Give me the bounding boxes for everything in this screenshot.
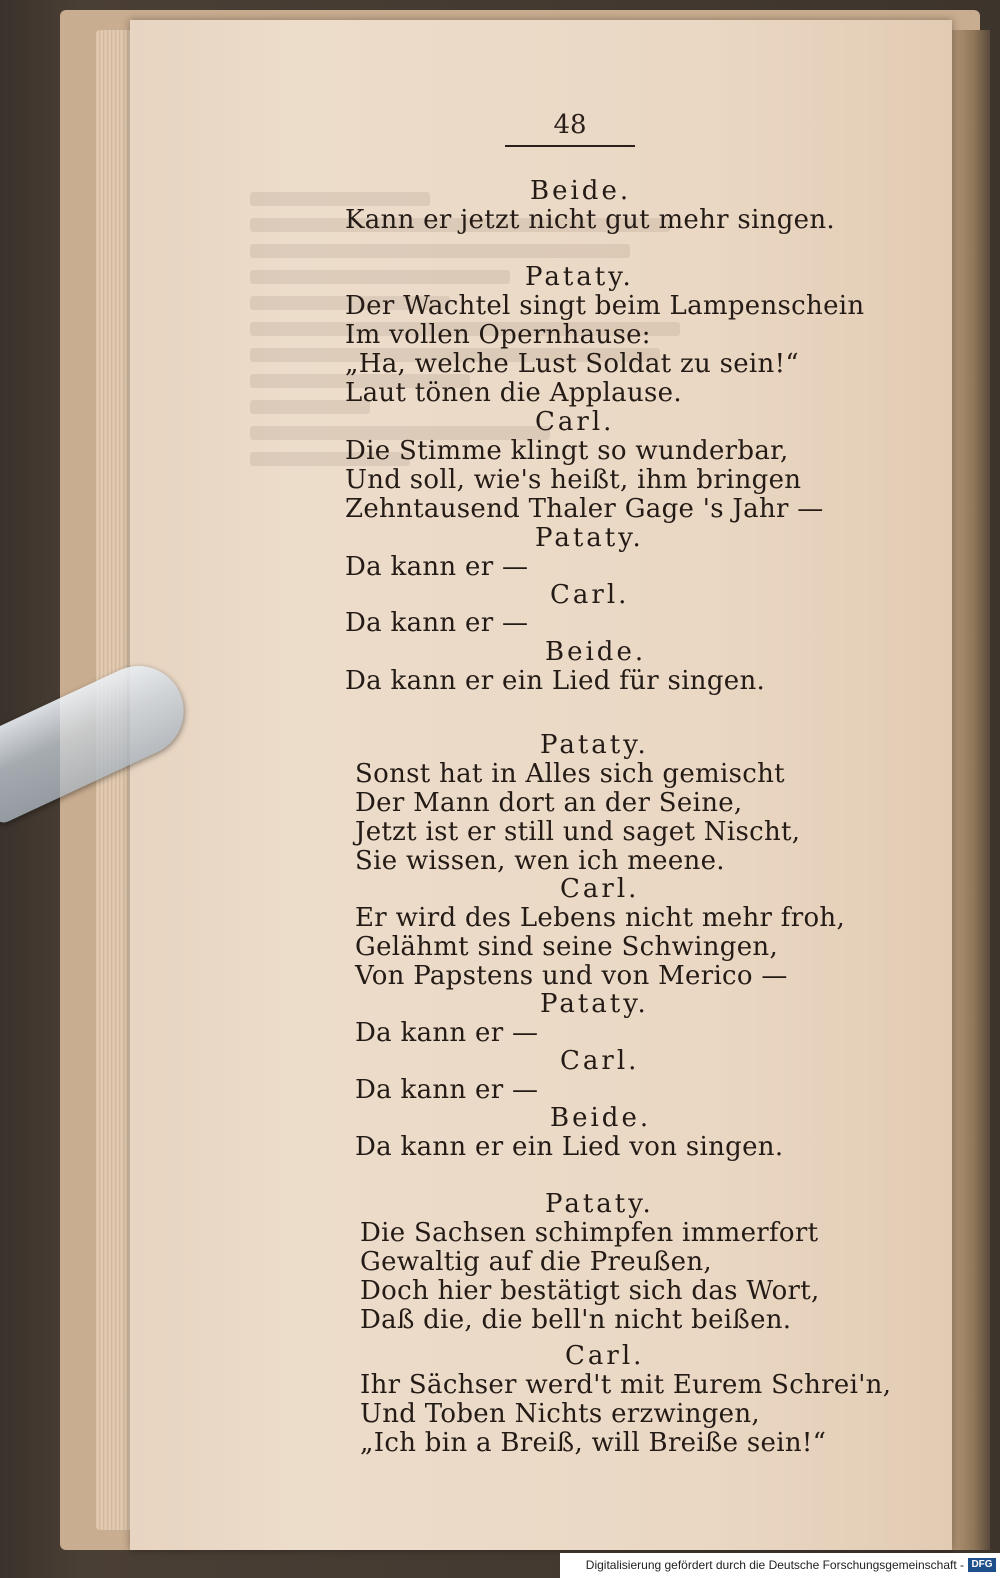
verse-line: Daß die, die bell'n nicht beißen. bbox=[360, 1305, 792, 1335]
verse-line: Ihr Sächser werd't mit Eurem Schrei'n, bbox=[360, 1370, 892, 1400]
speaker-label: Beide. bbox=[530, 176, 632, 206]
speaker-label: Pataty. bbox=[540, 989, 649, 1019]
book-spine-edge bbox=[950, 30, 990, 1550]
verse-line: Er wird des Lebens nicht mehr froh, bbox=[355, 903, 846, 933]
speaker-label: Beide. bbox=[550, 1103, 652, 1133]
speaker-label: Pataty. bbox=[525, 262, 634, 292]
verse-line: Der Wachtel singt beim Lampenschein bbox=[345, 291, 865, 321]
dfg-logo: DFG bbox=[968, 1558, 996, 1572]
verse-line: Zehntausend Thaler Gage 's Jahr — bbox=[345, 494, 824, 524]
verse-line: Von Papstens und von Merico — bbox=[355, 961, 788, 991]
verse-line: Da kann er — bbox=[345, 552, 529, 582]
speaker-label: Pataty. bbox=[535, 523, 644, 553]
digitization-credit: Digitalisierung gefördert durch die Deutsche Forschungsgemeinschaft - bbox=[560, 1553, 1000, 1578]
verse-line: Da kann er ein Lied von singen. bbox=[355, 1132, 784, 1162]
verse-line: Doch hier bestätigt sich das Wort, bbox=[360, 1276, 820, 1306]
verse-line: Da kann er ein Lied für singen. bbox=[345, 666, 766, 696]
speaker-label: Carl. bbox=[560, 1046, 640, 1076]
speaker-label: Beide. bbox=[545, 637, 647, 667]
verse-line: Da kann er — bbox=[345, 608, 529, 638]
speaker-label: Carl. bbox=[535, 407, 615, 437]
page-number: 48 bbox=[553, 110, 587, 140]
verse-line: Sonst hat in Alles sich gemischt bbox=[355, 759, 785, 789]
verse-line: Die Stimme klingt so wunderbar, bbox=[345, 436, 789, 466]
speaker-label: Carl. bbox=[565, 1341, 645, 1371]
verse-line: Sie wissen, wen ich meene. bbox=[355, 846, 725, 876]
speaker-label: Carl. bbox=[550, 580, 630, 610]
verse-line: Gelähmt sind seine Schwingen, bbox=[355, 932, 779, 962]
verse-line: Im vollen Opernhause: bbox=[345, 320, 651, 350]
verse-line: Kann er jetzt nicht gut mehr singen. bbox=[345, 205, 835, 235]
verse-line: Und Toben Nichts erzwingen, bbox=[360, 1399, 760, 1429]
verse-line: Da kann er — bbox=[355, 1018, 539, 1048]
verse-line: Und soll, wie's heißt, ihm bringen bbox=[345, 465, 802, 495]
verse-line: Der Mann dort an der Seine, bbox=[355, 788, 743, 818]
verse-line: Die Sachsen schimpfen immerfort bbox=[360, 1218, 819, 1248]
verse-line: Jetzt ist er still und saget Nischt, bbox=[355, 817, 801, 847]
verse-line: Da kann er — bbox=[355, 1075, 539, 1105]
speaker-label: Pataty. bbox=[540, 730, 649, 760]
speaker-label: Carl. bbox=[560, 874, 640, 904]
verse-line: „Ha, welche Lust Soldat zu sein!“ bbox=[345, 349, 799, 379]
verse-line: „Ich bin a Breiß, will Breiße sein!“ bbox=[360, 1428, 827, 1458]
page-number-rule bbox=[505, 145, 635, 147]
verse-line: Gewaltig auf die Preußen, bbox=[360, 1247, 712, 1277]
verse-line: Laut tönen die Applause. bbox=[345, 378, 682, 408]
speaker-label: Pataty. bbox=[545, 1189, 654, 1219]
